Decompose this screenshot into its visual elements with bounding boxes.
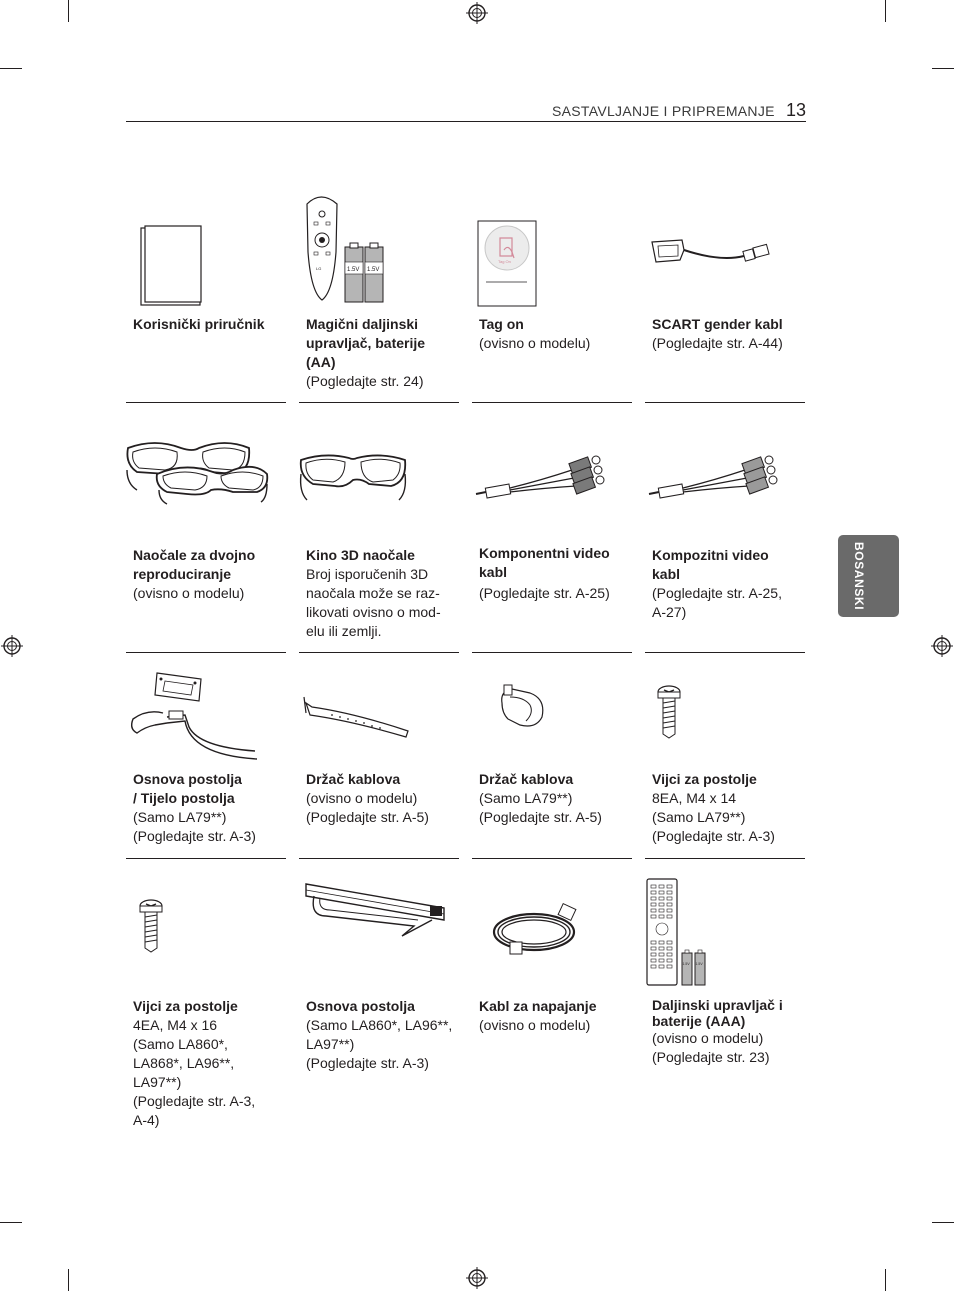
item-title: Držač kablova <box>479 771 574 787</box>
magic-remote-icon <box>303 192 389 304</box>
component-video-cable-icon <box>472 452 612 502</box>
stand-screw-icon <box>656 684 682 740</box>
item-desc: (Samo LA860*, LA96**, LA97**) (Pogledajte str. A-3) <box>306 1017 453 1071</box>
item-label <box>306 770 458 827</box>
item-desc: (Pogledajte str. 24) <box>306 373 424 389</box>
item-title: Naočale za dvojno reproduciranje <box>133 547 256 582</box>
item-title: Vijci za postolje <box>133 998 238 1014</box>
item-desc: (Pogledajte str. A-44) <box>652 335 783 351</box>
page-number: 13 <box>786 100 807 120</box>
item-desc: (Samo LA79**) (Pogledajte str. A-5) <box>479 790 602 825</box>
item-label <box>133 770 285 846</box>
item-title: Osnova postolja <box>306 998 415 1014</box>
stand-base-bar-icon <box>302 880 448 938</box>
item-desc: Broj isporučenih 3D naočala može se raz-likovati ovisno o mod-elu ili zemlji. <box>306 566 441 639</box>
crop-mark <box>932 1222 954 1223</box>
item-label <box>652 997 802 1067</box>
item-title: Kabl za napajanje <box>479 998 597 1014</box>
registration-mark-icon <box>1 635 23 662</box>
row-divider <box>299 858 459 859</box>
item-desc: (ovisno o modelu) <box>479 335 591 351</box>
crop-mark <box>885 1269 886 1291</box>
item-title: Kino 3D naočale <box>306 547 415 563</box>
section-title: SASTAVLJANJE I PRIPREMANJE <box>552 103 775 119</box>
stand-screw-icon <box>138 898 164 954</box>
item-title: Kompozitni video kabl <box>652 547 769 582</box>
item-desc: (Pogledajte str. A-25, A-27) <box>652 585 782 620</box>
registration-mark-icon <box>466 1267 488 1294</box>
item-title: Držač kablova <box>306 771 401 787</box>
item-title: Vijci za postolje <box>652 771 757 787</box>
cable-holder-clip-icon <box>496 683 552 731</box>
item-label <box>479 544 624 603</box>
crop-mark <box>932 68 954 69</box>
battery-voltage-text: 1.5V <box>347 267 360 273</box>
battery-voltage-text: 1.5V <box>682 962 690 966</box>
item-desc: (ovisno o modelu) (Pogledajte str. A-5) <box>306 790 429 825</box>
row-divider <box>126 402 286 403</box>
cable-holder-strap-icon <box>302 693 412 743</box>
item-title: Tag on <box>479 316 524 332</box>
power-cable-icon <box>490 902 586 958</box>
item-title: Osnova postolja / Tijelo postolja <box>133 771 242 806</box>
item-desc: (ovisno o modelu) <box>479 1017 591 1033</box>
item-label <box>652 770 804 846</box>
row-divider <box>472 652 632 653</box>
tag-on-logo-text: Tag On <box>498 259 511 264</box>
item-desc: (ovisno o modelu) (Pogledajte str. 23) <box>652 1030 770 1065</box>
tag-on-card-icon <box>476 220 540 308</box>
crop-mark <box>0 68 22 69</box>
svg-text:LG: LG <box>316 266 322 271</box>
item-title: SCART gender kabl <box>652 316 783 332</box>
dual-play-glasses-icon <box>125 440 271 506</box>
registration-mark-icon <box>931 635 953 662</box>
item-label <box>479 997 631 1035</box>
item-title: Daljinski upravljač i baterije (AAA) <box>652 997 783 1029</box>
item-label <box>652 546 792 622</box>
row-divider <box>645 858 805 859</box>
item-label <box>133 315 285 334</box>
item-desc: 8EA, M4 x 14 (Samo LA79**) (Pogledajte str. A-3) <box>652 790 775 844</box>
item-label <box>306 315 458 391</box>
item-label <box>479 315 631 353</box>
3d-glasses-icon <box>297 452 409 504</box>
row-divider <box>299 402 459 403</box>
item-desc: 4EA, M4 x 16 (Samo LA860*, LA868*, LA96**, LA97**) (Pogledajte str. A-3, A-4) <box>133 1017 256 1128</box>
language-tab-label: BOSANSKI <box>852 542 866 611</box>
crop-mark <box>68 0 69 22</box>
user-manual-icon <box>138 225 204 307</box>
battery-voltage-text: 1.5V <box>367 267 380 273</box>
item-label <box>133 546 285 603</box>
item-title: Komponentni video kabl <box>479 545 610 580</box>
item-title: Magični daljinski upravljač, baterije (AA) <box>306 316 426 370</box>
item-label <box>306 997 458 1073</box>
battery-voltage-text: 1.5V <box>695 962 703 966</box>
item-desc: (Pogledajte str. A-25) <box>479 585 610 601</box>
stand-base-body-icon <box>127 667 261 763</box>
row-divider <box>645 652 805 653</box>
registration-mark-icon <box>466 2 488 29</box>
item-label <box>306 546 454 641</box>
row-divider <box>472 858 632 859</box>
item-label <box>652 315 804 353</box>
row-divider <box>472 402 632 403</box>
crop-mark <box>0 1222 22 1223</box>
header-divider <box>126 121 806 122</box>
item-label <box>479 770 631 827</box>
crop-mark <box>68 1269 69 1291</box>
remote-control-icon <box>645 877 711 987</box>
row-divider <box>126 652 286 653</box>
item-title: Korisnički priručnik <box>133 316 265 332</box>
language-tab <box>838 535 899 617</box>
crop-mark <box>885 0 886 22</box>
composite-video-cable-icon <box>645 452 785 502</box>
item-label <box>133 997 285 1130</box>
row-divider <box>299 652 459 653</box>
row-divider <box>645 402 805 403</box>
row-divider <box>126 858 286 859</box>
scart-cable-icon <box>650 236 774 268</box>
item-desc: (ovisno o modelu) <box>133 585 245 601</box>
item-desc: (Samo LA79**) (Pogledajte str. A-3) <box>133 809 256 844</box>
